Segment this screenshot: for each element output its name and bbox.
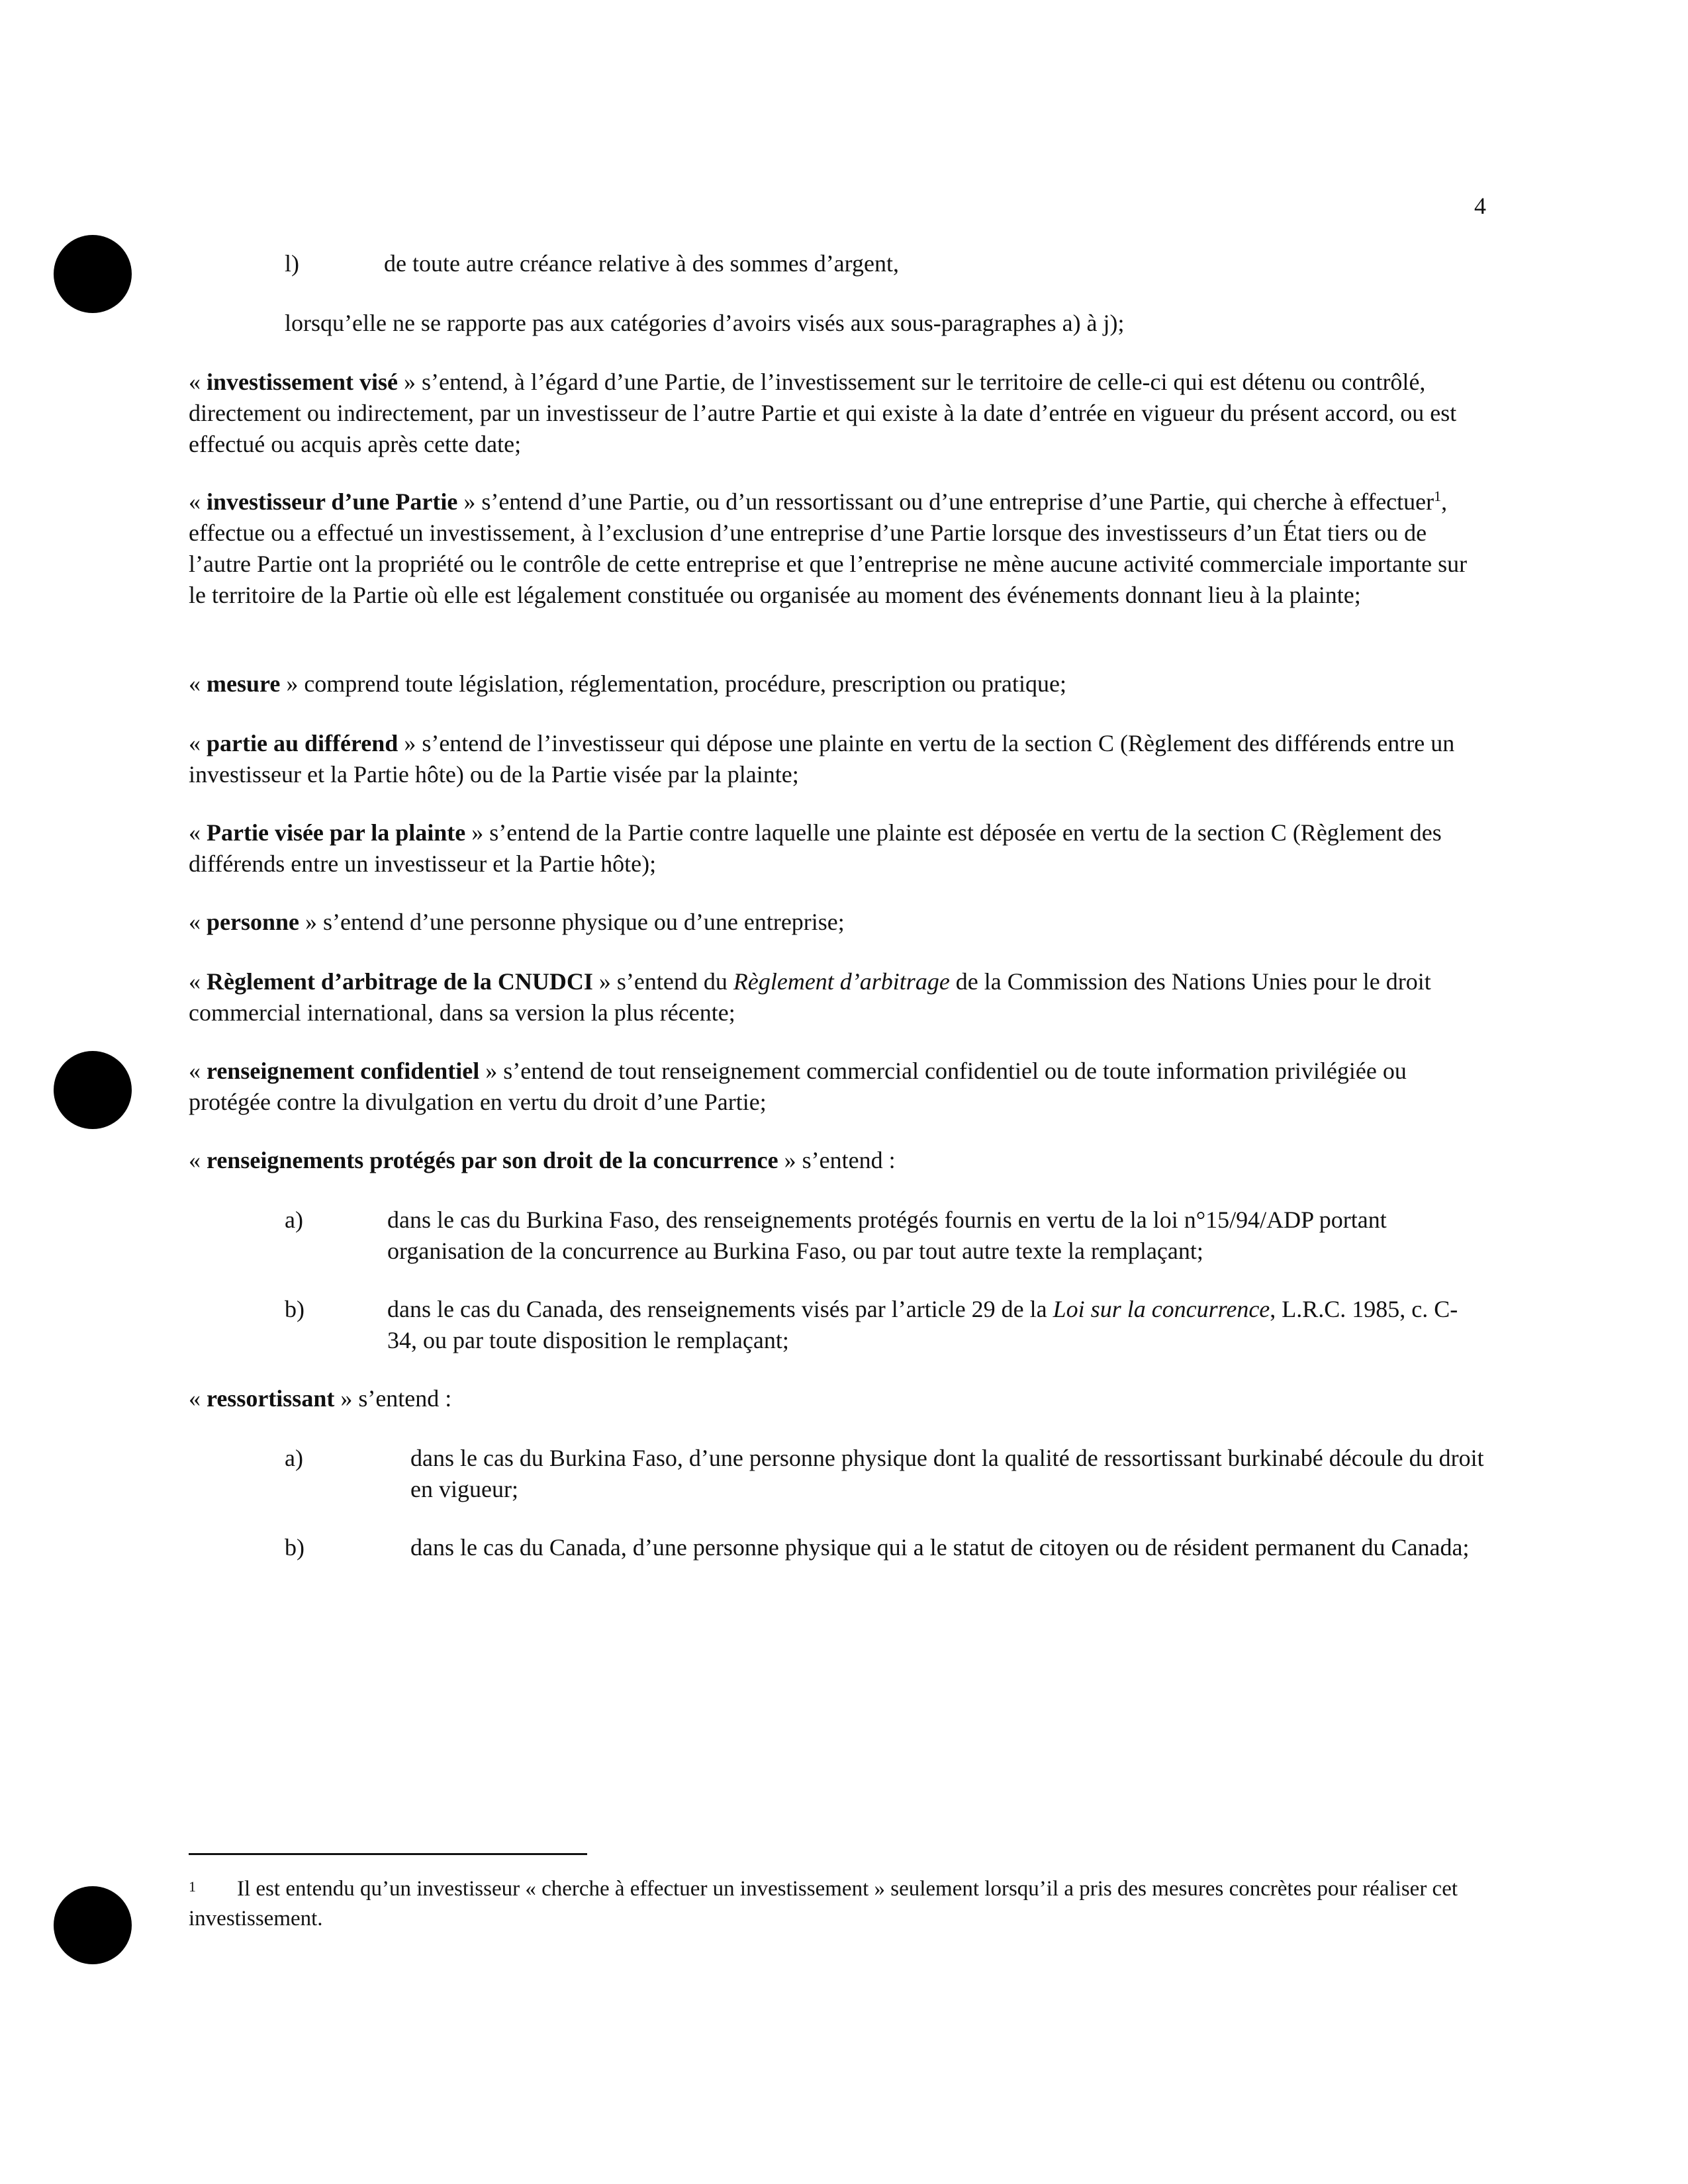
definition-partie-visee	[189, 817, 1483, 880]
definition-mesure	[189, 668, 1483, 700]
definition-text: » comprend toute législation, réglementation, procédure, prescription ou pratique;	[280, 670, 1066, 697]
quote-open: «	[189, 1385, 207, 1412]
quote-open: «	[189, 488, 207, 515]
definition-text: » s’entend du	[592, 968, 733, 995]
definition-investisseur	[189, 486, 1483, 611]
quote-open: «	[189, 1147, 207, 1173]
definition-text: » s’entend :	[778, 1147, 896, 1173]
definition-text: » s’entend :	[334, 1385, 452, 1412]
list-marker: b)	[285, 1534, 305, 1561]
italic-title: Règlement d’arbitrage	[733, 968, 950, 995]
definition-text: » s’entend, à l’égard d’une Partie, de l’investissement sur le territoire de celle-ci qui est détenu ou contrôlé, directement ou indirectement, par un investisseur de l’autre Partie et qui existe à la date d’entrée en vigueur du présent accord, ou est effectué ou acquis après cette date;	[189, 369, 1457, 457]
definition-personne	[189, 907, 1483, 938]
definition-renseignement-confidentiel	[189, 1056, 1483, 1118]
quote-open: «	[189, 1058, 207, 1084]
defined-term: investissement visé	[207, 369, 398, 395]
definition-text: , effectue ou a effectué un investissement, à l’exclusion d’une entreprise d’une Partie lorsque des investisseurs d’un État tiers ou de l’autre Partie ont la propriété ou le contrôle de cette entreprise et que l’entreprise ne mène aucune activité commerciale importante sur le territoire de la Partie où elle est légalement constituée ou organisée au moment des événements donnant lieu à la plainte;	[189, 488, 1468, 608]
footnote-separator	[189, 1853, 587, 1855]
list-marker: b)	[285, 1296, 305, 1322]
quote-open: «	[189, 968, 207, 995]
quote-open: «	[189, 369, 207, 395]
list-item-text: dans le cas du Burkina Faso, des renseignements protégés fournis en vertu de la loi n°15/94/ADP portant organisation de la concurrence au Burkina Faso, ou par tout autre texte la remplaçant;	[387, 1206, 1387, 1264]
definition-reglement-cnudci	[189, 966, 1483, 1028]
italic-title: Loi sur la concurrence	[1053, 1296, 1270, 1322]
closing-clause: lorsqu’elle ne se rapporte pas aux catégories d’avoirs visés aux sous-paragraphes a) à j);	[285, 310, 1125, 336]
definition-text: » s’entend d’une personne physique ou d’une entreprise;	[299, 909, 845, 935]
list-item-text: dans le cas du Canada, d’une personne physique qui a le statut de citoyen ou de résident permanent du Canada;	[410, 1534, 1470, 1561]
punch-hole	[54, 1051, 132, 1129]
quote-open: «	[189, 819, 207, 846]
list-item-text: de toute autre créance relative à des sommes d’argent,	[384, 250, 899, 277]
definition-text: de la Commission des Nations Unies pour le droit commercial international, dans sa version la plus récente;	[189, 968, 1431, 1026]
list-item-text-part: , L.R.C. 1985, c. C-34, ou par toute disposition le remplaçant;	[387, 1296, 1458, 1353]
definition-text: » s’entend d’une Partie, ou d’un ressortissant ou d’une entreprise d’une Partie, qui cherche à effectuer	[457, 488, 1434, 515]
page-number: 4	[1474, 193, 1486, 219]
definition-ressortissant	[189, 1383, 1483, 1414]
footnote-marker: 1	[189, 1878, 196, 1895]
defined-term: mesure	[207, 670, 281, 697]
list-item-text: dans le cas du Burkina Faso, d’une personne physique dont la qualité de ressortissant burkinabé découle du droit en vigueur;	[410, 1445, 1484, 1502]
footnote	[189, 1874, 1486, 1934]
list-item-text-part: dans le cas du Canada, des renseignements visés par l’article 29 de la	[387, 1296, 1053, 1322]
list-marker: a)	[285, 1206, 303, 1233]
definition-text: » s’entend de tout renseignement commercial confidentiel ou de toute information privilégiée ou protégée contre la divulgation en vertu du droit d’une Partie;	[189, 1058, 1407, 1115]
list-item-text	[387, 1294, 1486, 1356]
defined-term: renseignements protégés par son droit de la concurrence	[207, 1147, 778, 1173]
defined-term: Règlement d’arbitrage de la CNUDCI	[207, 968, 593, 995]
footnote-reference[interactable]: 1	[1434, 488, 1442, 504]
definition-text: » s’entend de la Partie contre laquelle une plainte est déposée en vertu de la section C (Règlement des différends entre un investisseur et la Partie hôte);	[189, 819, 1442, 877]
definition-investissement-vise	[189, 367, 1483, 460]
defined-term: Partie visée par la plainte	[207, 819, 466, 846]
quote-open: «	[189, 670, 207, 697]
footnote-text: Il est entendu qu’un investisseur « cherche à effectuer un investissement » seulement lorsqu’il a pris des mesures concrètes pour réaliser cet investissement.	[189, 1877, 1458, 1931]
defined-term: personne	[207, 909, 300, 935]
list-marker: a)	[285, 1445, 303, 1471]
quote-open: «	[189, 909, 207, 935]
defined-term: ressortissant	[207, 1385, 335, 1412]
punch-hole	[54, 1886, 132, 1964]
defined-term: partie au différend	[207, 730, 399, 756]
defined-term: investisseur d’une Partie	[207, 488, 458, 515]
definition-text: » s’entend de l’investisseur qui dépose une plainte en vertu de la section C (Règlement des différends entre un investisseur et la Partie hôte) ou de la Partie visée par la plainte;	[189, 730, 1455, 788]
definition-renseignements-proteges	[189, 1145, 1483, 1176]
punch-hole	[54, 235, 132, 313]
definition-partie-au-differend	[189, 728, 1483, 790]
defined-term: renseignement confidentiel	[207, 1058, 480, 1084]
list-marker: l)	[285, 250, 299, 277]
quote-open: «	[189, 730, 207, 756]
